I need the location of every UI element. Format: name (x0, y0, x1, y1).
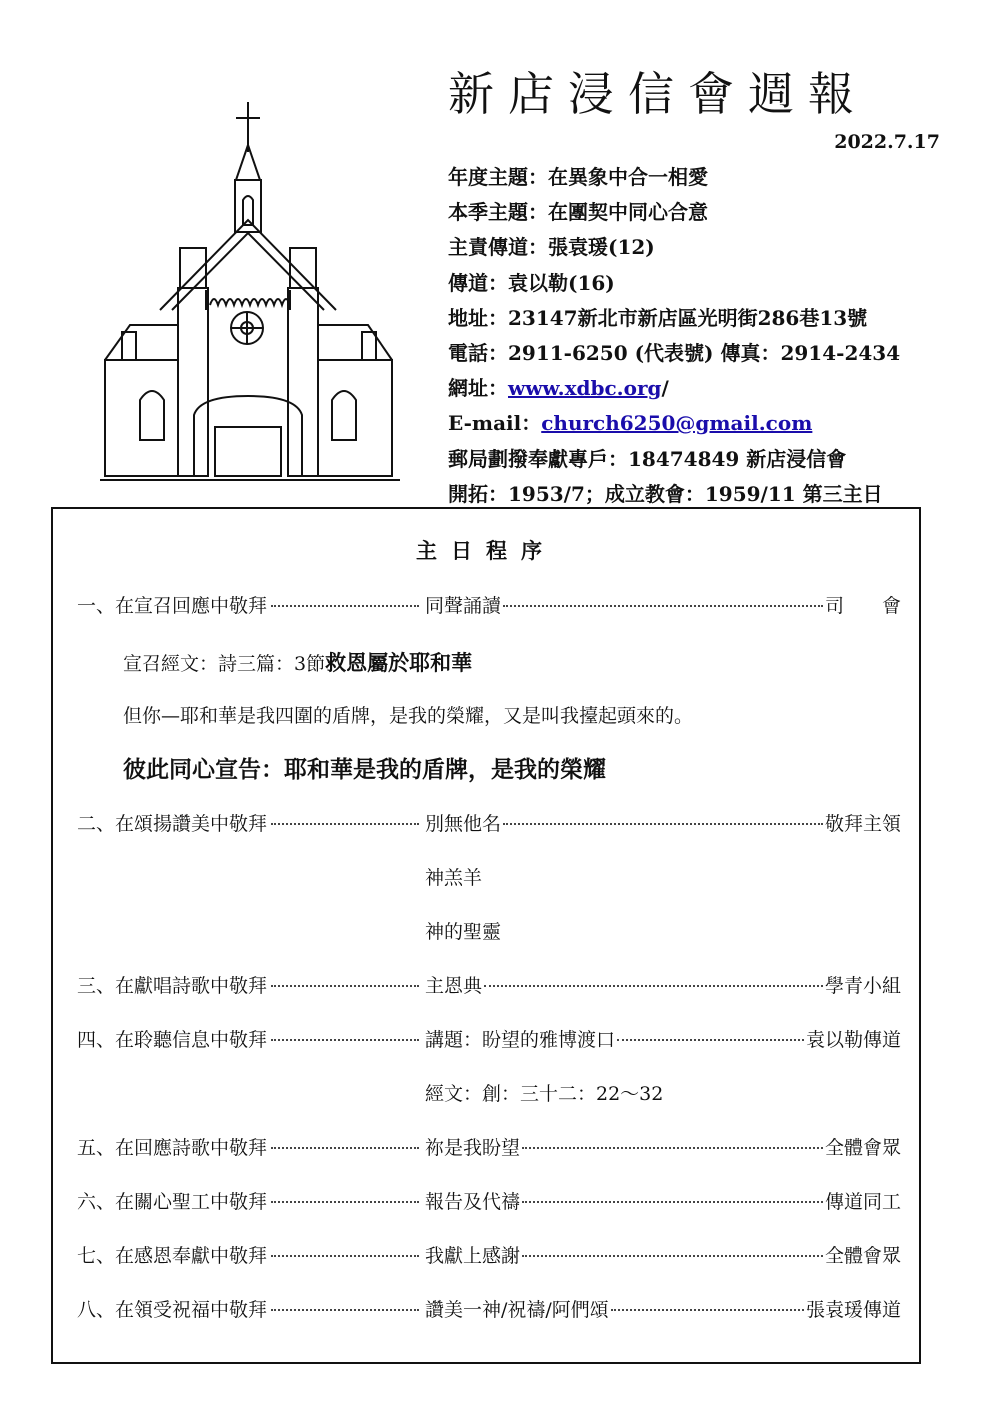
leader-dots (271, 1309, 419, 1311)
website-line (448, 371, 900, 406)
chief-pastor: 主責傳道：張袁瑗(12) (448, 235, 655, 260)
leader-dots (611, 1309, 804, 1311)
leader-dots (271, 823, 419, 825)
founded: 開拓：1953/7；成立教會：1959/11 第三主日 (448, 481, 883, 506)
item-label: 講題：盼望的雅博渡口 (425, 1029, 616, 1051)
page-title: 新店浸信會週報 (448, 67, 868, 121)
section-label: 八、在領受祝福中敬拜 (77, 1295, 421, 1322)
role-label: 全體會眾 (824, 1245, 901, 1267)
bulletin-date: 2022.7.17 (834, 131, 940, 153)
section-label: 一、在宣召回應中敬拜 (77, 591, 421, 618)
program-box (51, 507, 921, 1364)
program-row (77, 1241, 901, 1271)
scripture: 經文：創：三十二：22～32 (425, 1083, 664, 1105)
website-label: 網址： (448, 376, 508, 401)
leader-dots (522, 1147, 823, 1149)
leader-dots (271, 605, 419, 607)
leader-dots (271, 1147, 419, 1149)
leader-dots (271, 985, 419, 987)
song-extra: 神羔羊 (425, 867, 483, 889)
program-row (77, 1187, 901, 1217)
item-label: 我獻上感謝 (425, 1245, 521, 1267)
section-label: 三、在獻唱詩歌中敬拜 (77, 971, 421, 998)
program-row (77, 1025, 901, 1055)
pastor: 傳道：袁以勒(16) (448, 270, 615, 295)
role-label: 張袁瑗傳道 (805, 1299, 901, 1321)
leader-dots (271, 1255, 419, 1257)
program-row (77, 809, 901, 839)
leader-dots (522, 1255, 823, 1257)
leader-dots (271, 1201, 419, 1203)
section-label: 七、在感恩奉獻中敬拜 (77, 1241, 421, 1268)
role-label: 學青小組 (824, 975, 901, 997)
website-link[interactable]: www.xdbc.org (508, 376, 662, 401)
leader-dots (271, 1039, 419, 1041)
leader-dots (503, 605, 823, 607)
declaration: 彼此同心宣告：耶和華是我的盾牌，是我的榮耀 (123, 756, 606, 783)
year-theme: 年度主題：在異象中合一相愛 (448, 165, 708, 189)
program-row (77, 971, 901, 1001)
section-label: 四、在聆聽信息中敬拜 (77, 1025, 421, 1052)
call-verse-text: 但你—耶和華是我四圍的盾牌，是我的榮耀，又是叫我擡起頭來的。 (123, 705, 694, 727)
email-line (448, 406, 900, 441)
email-link[interactable]: church6250@gmail.com (541, 411, 813, 436)
item-label: 同聲誦讀 (425, 595, 502, 617)
program-row (77, 1295, 901, 1325)
section-label: 五、在回應詩歌中敬拜 (77, 1133, 421, 1160)
program-row (77, 591, 901, 621)
leader-dots (484, 985, 823, 987)
item-label: 祢是我盼望 (425, 1137, 521, 1159)
section-label: 二、在頌揚讚美中敬拜 (77, 809, 421, 836)
song-extra: 神的聖靈 (425, 921, 502, 943)
leader-dots (522, 1201, 823, 1203)
role-label: 敬拜主領 (824, 813, 901, 835)
role-label: 袁以勒傳道 (805, 1029, 901, 1051)
church-illustration (100, 100, 400, 495)
role-label: 傳道同工 (824, 1191, 901, 1213)
item-label: 讚美一神/祝禱/阿們頌 (425, 1299, 609, 1321)
role-label: 全體會眾 (824, 1137, 901, 1159)
program-row (77, 1133, 901, 1163)
website-suffix: / (661, 376, 669, 401)
call-verse: 宣召經文：詩三篇：3節救恩屬於耶和華 (123, 650, 473, 675)
section-label: 六、在關心聖工中敬拜 (77, 1187, 421, 1214)
church-info (448, 160, 900, 512)
postal-account: 郵局劃撥奉獻專戶：18474849 新店浸信會 (448, 446, 847, 471)
item-label: 別無他名 (425, 813, 502, 835)
program-title: 主日程序 (416, 538, 556, 563)
role-label: 司 會 (824, 595, 901, 617)
item-label: 報告及代禱 (425, 1191, 521, 1213)
email-label: E-mail： (448, 411, 542, 436)
phone-fax: 電話：2911-6250 (代表號) 傳真：2914-2434 (448, 341, 901, 366)
address: 地址：23147新北市新店區光明街286巷13號 (448, 305, 868, 330)
leader-dots (617, 1039, 804, 1041)
season-theme: 本季主題：在團契中同心合意 (448, 200, 708, 225)
leader-dots (503, 823, 823, 825)
item-label: 主恩典 (425, 975, 483, 997)
